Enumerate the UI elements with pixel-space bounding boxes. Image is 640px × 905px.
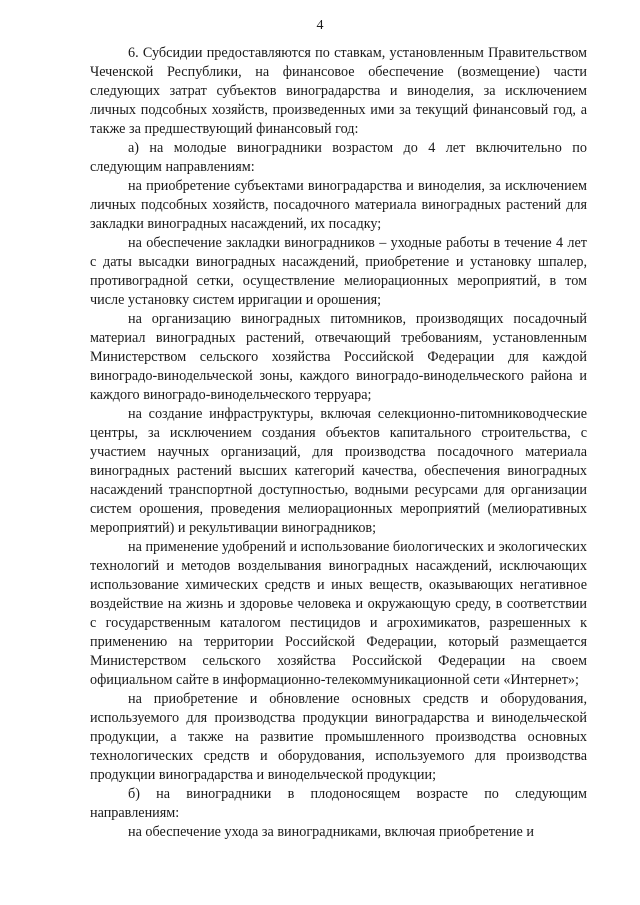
paragraph-vineyard-establishment: на обеспечение закладки виноградников – уходные работы в течение 4 лет с даты высадки виноградных насаждений, приобретение и установку шпалер, противоградной сетки, осуществление мелиорационных мероприятий, в том числе установку систем ирригации и орошения; bbox=[90, 235, 587, 308]
paragraph-nurseries: на организацию виноградных питомников, производящих посадочный материал виноградных растений, отвечающий требованиям, установленным Министерством сельского хозяйства Российской Федерации для каждой виноградо-винодельческой зоны, каждого виноградо-винодельческого района и каждого виноградо-винодельческого терруара; bbox=[90, 311, 587, 403]
document-body bbox=[90, 44, 587, 842]
paragraph-clause-6: 6. Субсидии предоставляются по ставкам, установленным Правительством Чеченской Республики, на финансовое обеспечение (возмещение) части следующих затрат субъектов виноградарства и виноделия, за исключением личных подсобных хозяйств, произведенных ими за текущий финансовый год, а также за предшествующий финансовый год: bbox=[90, 45, 587, 137]
paragraph-vineyard-care: на обеспечение ухода за виноградниками, включая приобретение и bbox=[128, 824, 534, 840]
paragraph-fertilizers: на применение удобрений и использование биологических и экологических технологий и методов возделывания виноградных насаждений, исключающих использование химических средств и иных веществ, оказывающих негативное воздействие на жизнь и здоровье человека и окружающую среду, в соответствии с государственным каталогом пестицидов и агрохимикатов, разрешенных к применению на территории Российской Федерации, который размещается Министерством сельского хозяйства Российской Федерации на своем официальном сайте в информационно-телекоммуникационной сети «Интернет»; bbox=[90, 539, 587, 688]
page-number: 4 bbox=[316, 18, 324, 33]
paragraph-planting-material: на приобретение субъектами виноградарства и виноделия, за исключением личных подсобных хозяйств, посадочного материала виноградных растений для закладки виноградных насаждений, их посадку; bbox=[90, 178, 587, 232]
paragraph-subclause-b: б) на виноградники в плодоносящем возрасте по следующим направлениям: bbox=[90, 786, 587, 821]
paragraph-subclause-a: а) на молодые виноградники возрастом до 4 лет включительно по следующим направлениям: bbox=[90, 140, 587, 175]
paragraph-fixed-assets: на приобретение и обновление основных средств и оборудования, используемого для производства продукции виноградарства и винодельческой продукции, а также на развитие промышленного производства основных технологических средств и оборудования, используемого для производства продукции виноградарства и винодельческой продукции; bbox=[90, 691, 587, 783]
paragraph-infrastructure: на создание инфраструктуры, включая селекционно-питомниководческие центры, за исключением создания объектов капитального строительства, с участием научных организаций, для производства посадочного материала виноградных растений высших категорий качества, обеспечения виноградных насаждений транспортной доступностью, водными ресурсами для организации систем орошения, проведения мелиорационных мероприятий (мелиоративных мероприятий) и рекультивации виноградников; bbox=[90, 406, 587, 536]
